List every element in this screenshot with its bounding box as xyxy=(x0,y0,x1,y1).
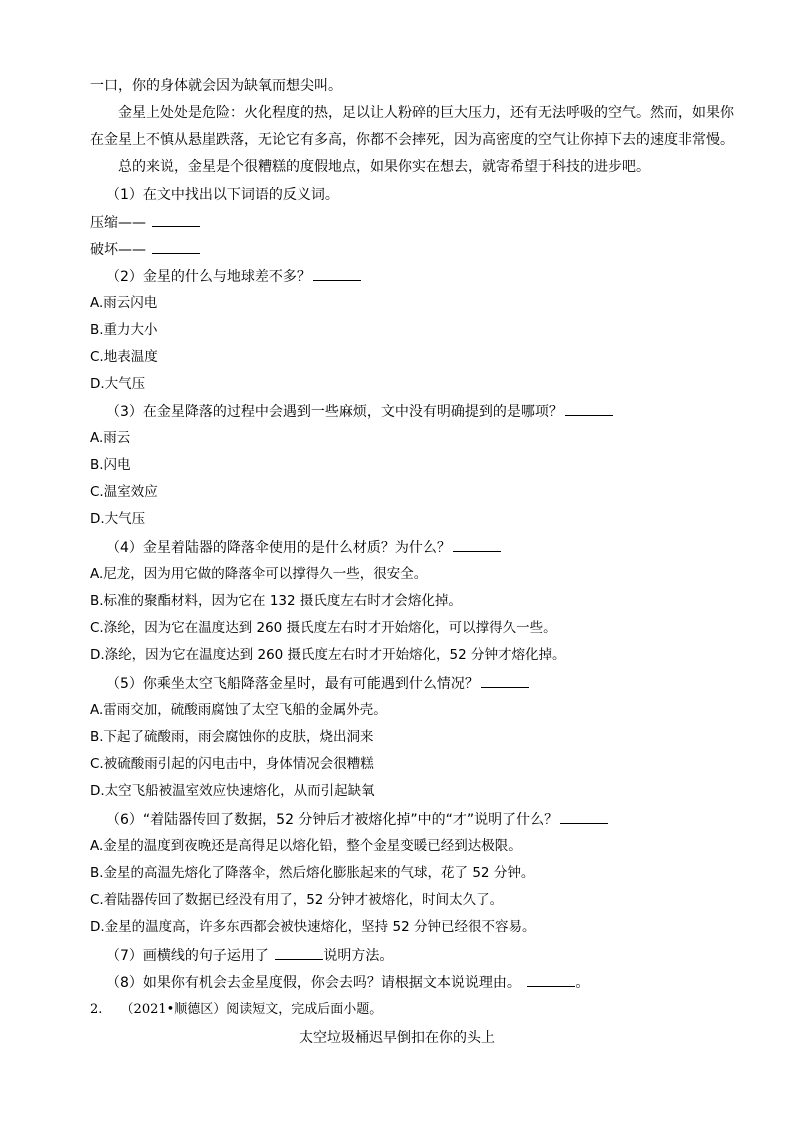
question-2-option-a[interactable]: A.雨云闪电 xyxy=(90,295,158,311)
question-5-option-a[interactable]: A.雷雨交加，硫酸雨腐蚀了太空飞船的金属外壳。 xyxy=(90,702,387,718)
answer-blank[interactable] xyxy=(560,809,608,824)
answer-blank[interactable] xyxy=(313,266,361,281)
question-1-item-1-label: 压缩—— xyxy=(90,215,146,231)
question-3-text: （3）在金星降落的过程中会遇到一些麻烦，文中没有明确提到的是哪项？ xyxy=(106,404,563,420)
question-4-stem xyxy=(106,537,736,558)
question-3-stem xyxy=(106,401,736,422)
question-7-text-after: 说明方法。 xyxy=(323,948,394,964)
paragraph-venus-danger-line1: 金星上处处是危险：火化程度的热，足以让人粉碎的巨大压力，还有无法呼吸的空气。然而，如果你 xyxy=(118,105,734,121)
paragraph-venus-danger-line2: 在金星上不慎从悬崖跌落，无论它有多高，你都不会摔死，因为高密度的空气让你掉下去的速度非常慢。 xyxy=(90,132,734,148)
question-3-option-a[interactable]: A.雨云 xyxy=(90,430,131,446)
question-7-stem xyxy=(106,945,736,966)
question-3-option-d[interactable]: D.大气压 xyxy=(90,511,146,527)
question-1-stem: （1）在文中找出以下词语的反义词。 xyxy=(106,187,339,203)
question-5-option-d[interactable]: D.太空飞船被温室效应快速熔化，从而引起缺氧 xyxy=(90,783,375,799)
question-1-item-1 xyxy=(90,212,720,233)
answer-blank[interactable] xyxy=(527,972,575,987)
question-8-text: （8）如果你有机会去金星度假，你会去吗？请根据文本说说理由。 xyxy=(106,975,521,991)
question-3-option-b[interactable]: B.闪电 xyxy=(90,457,131,473)
question-5-option-c[interactable]: C.被硫酸雨引起的闪电击中，身体情况会很糟糕 xyxy=(90,756,374,772)
question-2-option-d[interactable]: D.大气压 xyxy=(90,376,146,392)
question-7-text-before: （7）画横线的句子运用了 xyxy=(106,948,269,964)
question-4-option-d[interactable]: D.涤纶，因为它在温度达到 260 摄氏度左右时才开始熔化，52 分钟才熔化掉。 xyxy=(90,647,566,663)
question-6-option-c[interactable]: C.着陆器传回了数据已经没有用了，52 分钟才被熔化，时间太久了。 xyxy=(90,892,504,908)
answer-blank[interactable] xyxy=(152,239,200,254)
question-4-text: （4）金星着陆器的降落伞使用的是什么材质？为什么？ xyxy=(106,540,451,556)
paragraph-continuation: 一口，你的身体就会因为缺氧而想尖叫。 xyxy=(90,78,342,94)
question-8-end: 。 xyxy=(575,975,590,991)
question-4-option-a[interactable]: A.尼龙，因为用它做的降落伞可以撑得久一些，很安全。 xyxy=(90,566,428,582)
question-1-item-2 xyxy=(90,239,720,260)
question-2-stem xyxy=(106,266,736,287)
question-6-stem xyxy=(106,809,736,830)
question-3-option-c[interactable]: C.温室效应 xyxy=(90,484,158,500)
question-5-option-b[interactable]: B.下起了硫酸雨，雨会腐蚀你的皮肤，烧出洞来 xyxy=(90,729,374,745)
paragraph-summary: 总的来说，金星是个很糟糕的度假地点，如果你实在想去，就寄希望于科技的进步吧。 xyxy=(118,159,650,175)
question-2-text: （2）金星的什么与地球差不多？ xyxy=(106,269,311,285)
question-6-text: （6）“着陆器传回了数据，52 分钟后才被熔化掉”中的“才”说明了什么？ xyxy=(106,812,559,828)
answer-blank[interactable] xyxy=(565,401,613,416)
passage-title: 太空垃圾桶迟早倒扣在你的头上 xyxy=(299,1030,495,1046)
answer-blank[interactable] xyxy=(453,537,501,552)
question-number: 2. xyxy=(90,1002,103,1017)
next-question-header xyxy=(90,1000,720,1020)
question-1-item-2-label: 破坏—— xyxy=(90,242,146,258)
answer-blank[interactable] xyxy=(481,673,529,688)
question-2-option-b[interactable]: B.重力大小 xyxy=(90,322,158,338)
question-4-option-b[interactable]: B.标准的聚酯材料，因为它在 132 摄氏度左右时才会熔化掉。 xyxy=(90,593,462,609)
question-5-text: （5）你乘坐太空飞船降落金星时，最有可能遇到什么情况？ xyxy=(106,676,479,692)
answer-blank[interactable] xyxy=(275,945,323,960)
question-6-option-b[interactable]: B.金星的高温先熔化了降落伞，然后熔化膨胀起来的气球，花了 52 分钟。 xyxy=(90,865,535,881)
question-6-option-a[interactable]: A.金星的温度到夜晚还是高得足以熔化铅，整个金星变暖已经到达极限。 xyxy=(90,838,522,854)
question-5-stem xyxy=(106,673,736,694)
question-4-option-c[interactable]: C.涤纶，因为它在温度达到 260 摄氏度左右时才开始熔化，可以撑得久一些。 xyxy=(90,620,557,636)
question-2-option-c[interactable]: C.地表温度 xyxy=(90,349,158,365)
question-6-option-d[interactable]: D.金星的温度高，许多东西都会被快速熔化，坚持 52 分钟已经很不容易。 xyxy=(90,919,536,935)
question-8-stem xyxy=(106,972,736,993)
question-source: （2021•顺德区）阅读短文，完成后面小题。 xyxy=(120,1002,383,1017)
answer-blank[interactable] xyxy=(152,212,200,227)
